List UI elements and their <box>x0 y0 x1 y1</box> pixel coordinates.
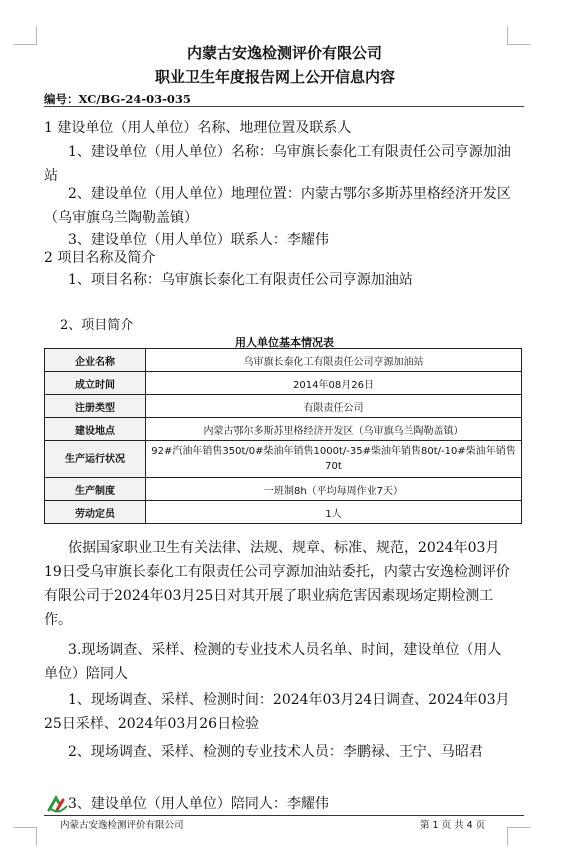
row-value: 有限责任公司 <box>146 395 522 418</box>
document-number: 编号：XC/BG-24-03-035 <box>44 92 191 106</box>
section2-subheading: 2、项目简介 <box>60 318 134 333</box>
section3-item2: 2、现场调查、采样、检测的专业技术人员：李鹏禄、王宁、马昭君 <box>68 744 483 760</box>
row-value: 92#汽油年销售350t/0#柴油年销售1000t/-35#柴油年销售80t/-10#柴油年销售70t <box>146 441 522 478</box>
table-row <box>45 478 522 501</box>
section2-item1: 1、项目名称：乌审旗长泰化工有限责任公司亨源加油站 <box>68 272 413 288</box>
footer-rule <box>44 815 524 816</box>
row-label: 成立时间 <box>45 372 146 395</box>
row-label: 企业名称 <box>45 349 146 372</box>
row-label: 生产运行状况 <box>45 441 146 478</box>
table-row <box>45 441 522 478</box>
footer-page-number: 第 1 页 共 4 页 <box>420 820 486 831</box>
header-rule <box>44 106 524 107</box>
table-row <box>45 395 522 418</box>
row-value: 内蒙古鄂尔多斯苏里格经济开发区（乌审旗乌兰陶勒盖镇） <box>146 418 522 441</box>
footer-company: 内蒙古安逸检测评价有限公司 <box>60 820 184 831</box>
crop-mark-bottom-left <box>14 827 37 846</box>
section1-item2: 2、建设单位（用人单位）地理位置：内蒙古鄂尔多斯苏里格经济开发区（乌审旗乌兰陶勒盖镇） <box>44 186 511 226</box>
basic-info-table <box>44 348 522 524</box>
row-label: 建设地点 <box>45 418 146 441</box>
table-caption: 用人单位基本情况表 <box>235 336 334 349</box>
section2-heading: 2 项目名称及简介 <box>44 250 156 266</box>
crop-mark-bottom-right <box>507 827 530 846</box>
document-title: 职业卫生年度报告网上公开信息内容 <box>154 68 395 86</box>
section3-item3: 3、建设单位（用人单位）陪同人：李耀伟 <box>68 796 329 812</box>
row-value: 乌审旗长泰化工有限责任公司亨源加油站 <box>146 349 522 372</box>
row-value: 1人 <box>146 501 522 524</box>
section3-heading: 3.现场调查、采样、检测的专业技术人员名单、时间，建设单位（用人单位）陪同人 <box>44 642 502 682</box>
section3-item1: 1、现场调查、采样、检测时间：2024年03月24日调查、2024年03月25日采样、2024年03月26日检验 <box>44 692 510 732</box>
body-paragraph: 依据国家职业卫生有关法律、法规、规章、标准、规范，2024年03月19日受乌审旗长泰化工有限责任公司亨源加油站委托，内蒙古安逸检测评价有限公司于2024年03月25日对其开展了职业病危害因素现场定期检测工作。 <box>44 540 510 628</box>
row-label: 劳动定员 <box>45 501 146 524</box>
table-row <box>45 349 522 372</box>
row-label: 生产制度 <box>45 478 146 501</box>
company-logo-icon <box>47 794 69 816</box>
row-value: 一班制8h（平均每周作业7天） <box>146 478 522 501</box>
row-label: 注册类型 <box>45 395 146 418</box>
row-value: 2014年08月26日 <box>146 372 522 395</box>
table-row <box>45 501 522 524</box>
section1-item3: 3、建设单位（用人单位）联系人：李耀伟 <box>68 232 329 248</box>
section1-heading: 1 建设单位（用人单位）名称、地理位置及联系人 <box>44 120 352 136</box>
section1-item1: 1、建设单位（用人单位）名称：乌审旗长泰化工有限责任公司亨源加油站 <box>44 144 511 184</box>
table-row <box>45 418 522 441</box>
company-title: 内蒙古安逸检测评价有限公司 <box>186 44 382 62</box>
table-row <box>45 372 522 395</box>
